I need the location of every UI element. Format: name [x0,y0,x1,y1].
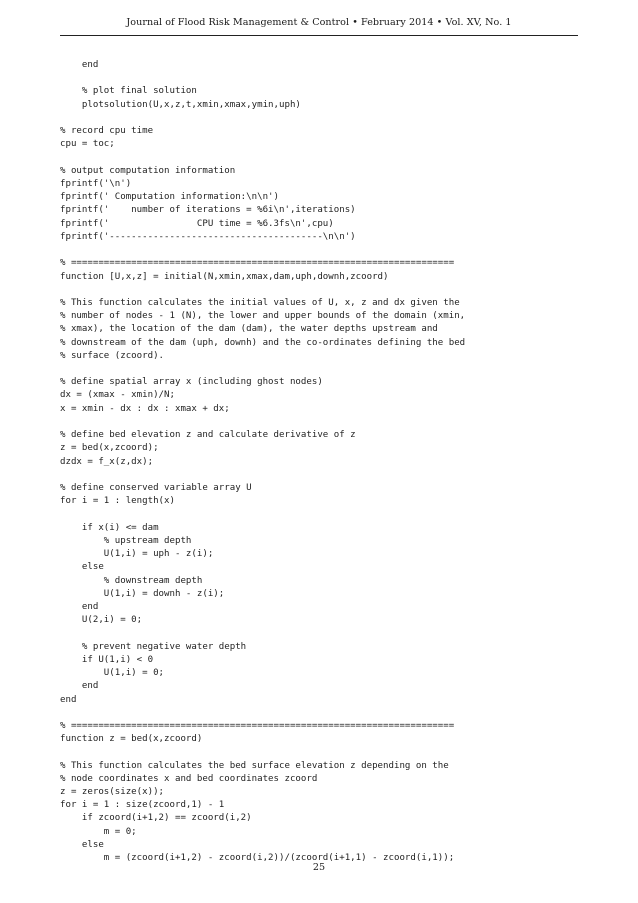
code-line [60,469,580,482]
code-line: end [60,694,77,705]
code-line [60,416,580,429]
code-line: U(1,i) = uph - z(i); [60,549,214,560]
code-line [60,112,580,125]
code-line: % record cpu time [60,126,154,137]
code-line [60,284,580,297]
code-line [60,72,580,85]
code-line [60,508,580,521]
code-line: % node coordinates x and bed coordinates zcoord [60,773,318,784]
code-line: else [60,839,104,850]
code-line: % define spatial array x (including ghost nodes) [60,377,323,388]
code-line [60,707,580,720]
code-line: % xmax), the location of the dam (dam), the water depths upstream and [60,324,438,335]
code-line: fprintf(' Computation information:\n\n') [60,192,279,203]
header-rule [60,35,578,36]
code-line: % plot final solution [60,86,197,97]
code-line: dx = (xmax - xmin)/N; [60,390,175,401]
code-line: function z = bed(x,zcoord) [60,734,203,745]
code-line: U(2,i) = 0; [60,615,143,626]
code-line: fprintf('---------------------------------------\n\n') [60,231,356,242]
code-line: U(1,i) = downh - z(i); [60,588,225,599]
code-line: % output computation information [60,165,236,176]
code-line [60,152,580,165]
code-line: % define conserved variable array U [60,483,252,493]
code-line [60,244,580,257]
code-line [60,363,580,376]
code-line: m = 0; [60,826,137,837]
code-line: fprintf('\n') [60,178,132,189]
code-line: fprintf(' number of iterations = %6i\n',iterations) [60,205,356,216]
code-line: % ====================================================================== [60,720,455,731]
code-line: z = bed(x,zcoord); [60,443,159,454]
code-line: x = xmin - dx : dx : xmax + dx; [60,403,230,414]
code-line: if zcoord(i+1,2) == zcoord(i,2) [60,813,252,824]
code-line: end [60,60,99,70]
code-line [60,746,580,759]
code-line: for i = 1 : size(zcoord,1) - 1 [60,800,225,811]
code-line: function [U,x,z] = initial(N,xmin,xmax,dam,uph,downh,zcoord) [60,271,389,282]
running-header: Journal of Flood Risk Management & Control • February 2014 • Vol. XV, No. 1 [126,17,512,28]
code-line: z = zeros(size(x)); [60,787,165,798]
code-line: % prevent negative water depth [60,641,247,652]
code-line: for i = 1 : length(x) [60,496,175,507]
code-line: m = (zcoord(i+1,2) - zcoord(i,2))/(zcoord(i+1,1) - zcoord(i,1)); [60,853,455,864]
code-line: % This function calculates the bed surface elevation z depending on the [60,760,449,771]
code-line: % upstream depth [60,535,192,546]
code-line: cpu = toc; [60,139,115,150]
code-line: % number of nodes - 1 (N), the lower and upper bounds of the domain (xmin, [60,311,466,322]
code-line: % downstream of the dam (uph, downh) and the co-ordinates defining the bed [60,337,466,348]
code-line: % This function calculates the initial values of U, x, z and dx given the [60,297,460,308]
code-listing [60,59,580,865]
code-line: end [60,681,99,692]
code-line: else [60,562,104,573]
code-line: plotsolution(U,x,z,t,xmin,xmax,ymin,uph) [60,99,301,110]
code-line: % surface (zcoord). [60,350,165,361]
code-line: end [60,601,99,612]
code-line: dzdx = f_x(z,dx); [60,456,154,467]
code-line: if x(i) <= dam [60,522,159,533]
code-line: fprintf(' CPU time = %6.3fs\n',cpu) [60,218,334,229]
code-line [60,627,580,640]
page-number: 25 [312,862,326,873]
code-line: % ====================================================================== [60,258,455,269]
code-line: % downstream depth [60,575,203,586]
code-line: U(1,i) = 0; [60,668,165,679]
code-line: % define bed elevation z and calculate derivative of z [60,430,356,441]
code-line: if U(1,i) < 0 [60,654,154,665]
